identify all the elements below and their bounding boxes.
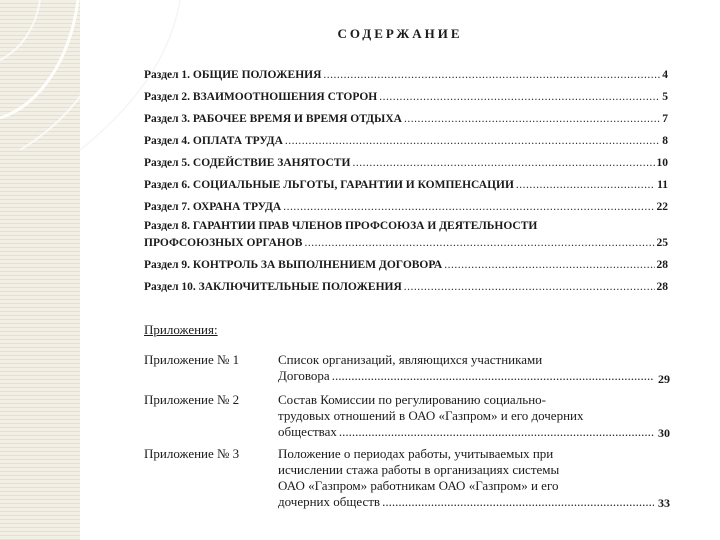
toc-entry xyxy=(144,174,668,196)
toc-entry xyxy=(144,276,668,298)
toc-entry xyxy=(144,64,668,86)
toc-entry-text: Раздел 3. РАБОЧЕЕ ВРЕМЯ И ВРЕМЯ ОТДЫХА xyxy=(144,113,402,125)
toc-entry-text: Раздел 10. ЗАКЛЮЧИТЕЛЬНЫЕ ПОЛОЖЕНИЯ xyxy=(144,281,402,293)
toc-entry xyxy=(144,86,668,108)
appendix-page: 33 xyxy=(658,496,670,510)
toc-entry-page: 25 xyxy=(656,237,668,249)
appendix-line: исчислении стажа работы в организациях системы xyxy=(278,462,560,477)
appendix-label: Приложение № 1 xyxy=(144,352,240,367)
appendix-line: обществах xyxy=(278,424,337,439)
toc-entry-page: 10 xyxy=(656,157,668,169)
toc-entry xyxy=(144,130,668,152)
toc-entry-text: Раздел 7. ОХРАНА ТРУДА xyxy=(144,201,282,213)
toc-entry-page: 28 xyxy=(656,281,668,293)
appendix-line: ОАО «Газпром» работникам ОАО «Газпром» и его xyxy=(278,478,559,493)
appendix-line: дочерних обществ xyxy=(278,494,381,509)
toc-entry xyxy=(144,196,668,218)
appendix-line: Список организаций, являющихся участниками xyxy=(278,352,543,367)
toc-entry-page: 7 xyxy=(662,113,668,125)
toc-entry-page: 4 xyxy=(662,69,668,81)
toc-entry xyxy=(144,152,668,174)
toc-entry-text-continued: ПРОФСОЮЗНЫХ ОРГАНОВ xyxy=(144,237,303,249)
appendix-page: 29 xyxy=(658,372,670,386)
toc-entry xyxy=(144,254,668,276)
toc-entry xyxy=(144,108,668,130)
toc-entry-page: 11 xyxy=(657,179,668,191)
toc-entry-page: 22 xyxy=(656,201,668,213)
toc-entry-page: 28 xyxy=(656,259,668,271)
toc-entry-text: Раздел 5. СОДЕЙСТВИЕ ЗАНЯТОСТИ xyxy=(144,157,351,169)
toc-entry xyxy=(144,218,668,252)
toc-entry-text: Раздел 8. ГАРАНТИИ ПРАВ ЧЛЕНОВ ПРОФСОЮЗА И ДЕЯТЕЛЬНОСТИ xyxy=(144,220,538,232)
toc-entry-text: Раздел 1. ОБЩИЕ ПОЛОЖЕНИЯ xyxy=(144,69,322,81)
appendix-label: Приложение № 2 xyxy=(144,392,240,407)
document-title: СОДЕРЖАНИЕ xyxy=(337,26,463,41)
appendix-line: Положение о периодах работы, учитываемых при xyxy=(278,446,554,461)
toc-entry-text: Раздел 9. КОНТРОЛЬ ЗА ВЫПОЛНЕНИЕМ ДОГОВОРА xyxy=(144,259,443,271)
toc-entry-text: Раздел 4. ОПЛАТА ТРУДА xyxy=(144,135,283,147)
appendix-label: Приложение № 3 xyxy=(144,446,240,461)
toc-entry-page: 5 xyxy=(662,91,668,103)
appendices-heading: Приложения: xyxy=(144,322,218,337)
toc-entry-text: Раздел 6. СОЦИАЛЬНЫЕ ЛЬГОТЫ, ГАРАНТИИ И КОМПЕНСАЦИИ xyxy=(144,179,514,191)
appendix-line: Договора xyxy=(278,368,330,383)
toc-entry-page: 8 xyxy=(662,135,668,147)
appendix-page: 30 xyxy=(658,426,670,440)
toc-entry-text: Раздел 2. ВЗАИМООТНОШЕНИЯ СТОРОН xyxy=(144,91,378,103)
appendix-line: Состав Комиссии по регулированию социально- xyxy=(278,392,546,407)
appendix-line: трудовых отношений в ОАО «Газпром» и его дочерних xyxy=(278,408,584,423)
table-of-contents xyxy=(144,64,668,298)
